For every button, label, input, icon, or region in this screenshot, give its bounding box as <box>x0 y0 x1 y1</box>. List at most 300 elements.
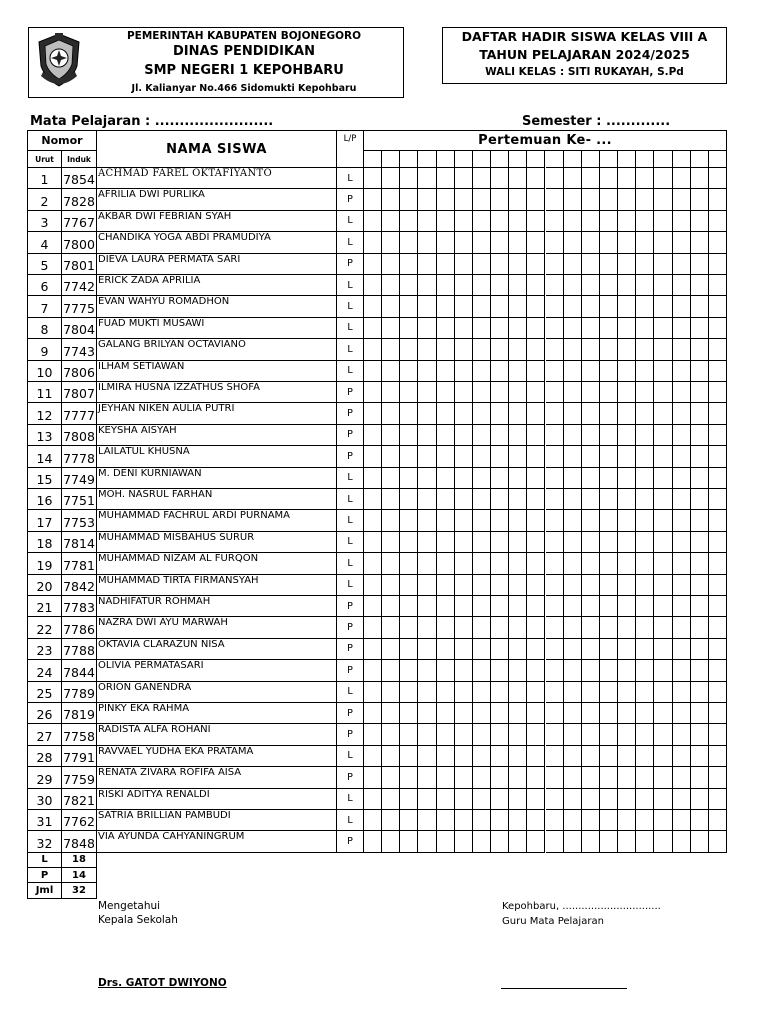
attendance-cell <box>473 168 491 189</box>
attendance-cell <box>582 296 600 317</box>
attendance-cell <box>636 232 654 253</box>
attendance-cell <box>418 532 436 553</box>
attendance-cell <box>418 168 436 189</box>
attendance-cell <box>400 361 418 382</box>
attendance-cell <box>618 211 636 232</box>
student-gender: P <box>337 617 364 638</box>
attendance-cell <box>437 532 455 553</box>
attendance-cell <box>691 596 709 617</box>
attendance-cell <box>437 468 455 489</box>
attendance-cell <box>455 168 473 189</box>
student-name: MUHAMMAD FACHRUL ARDI PURNAMA <box>97 510 337 531</box>
attendance-cell <box>691 510 709 531</box>
attendance-cell <box>509 532 527 553</box>
attendance-cell <box>509 575 527 596</box>
attendance-cell <box>709 403 727 424</box>
attendance-cell <box>618 789 636 810</box>
attendance-cell <box>673 232 691 253</box>
government-name: PEMERINTAH KABUPATEN BOJONEGORO <box>126 30 362 42</box>
attendance-cell <box>636 810 654 831</box>
attendance-cell <box>546 468 564 489</box>
attendance-cell <box>437 339 455 360</box>
attendance-cell <box>691 232 709 253</box>
meeting-header-cell <box>618 151 636 168</box>
attendance-cell <box>709 211 727 232</box>
attendance-cell <box>455 703 473 724</box>
attendance-cell <box>582 168 600 189</box>
attendance-cell <box>600 810 618 831</box>
student-induk: 7783 <box>62 596 97 617</box>
attendance-cell <box>546 532 564 553</box>
attendance-cell <box>418 703 436 724</box>
attendance-cell <box>455 339 473 360</box>
attendance-cell <box>491 789 509 810</box>
attendance-cell <box>400 575 418 596</box>
attendance-cell <box>709 746 727 767</box>
row-number: 14 <box>28 446 62 467</box>
attendance-cell <box>364 275 382 296</box>
student-name: NAZRA DWI AYU MARWAH <box>97 617 337 638</box>
attendance-cell <box>636 296 654 317</box>
attendance-cell <box>582 339 600 360</box>
student-gender: L <box>337 275 364 296</box>
attendance-cell <box>582 831 600 852</box>
attendance-cell <box>527 275 545 296</box>
student-induk: 7854 <box>62 168 97 189</box>
attendance-cell <box>636 403 654 424</box>
summary-value: 14 <box>62 868 97 883</box>
row-number: 8 <box>28 318 62 339</box>
meeting-header-cell <box>600 151 618 168</box>
attendance-cell <box>654 510 672 531</box>
attendance-cell <box>546 810 564 831</box>
row-number: 21 <box>28 596 62 617</box>
attendance-cell <box>437 660 455 681</box>
attendance-cell <box>600 446 618 467</box>
attendance-cell <box>709 553 727 574</box>
attendance-cell <box>654 596 672 617</box>
attendance-cell <box>546 446 564 467</box>
student-gender: L <box>337 575 364 596</box>
attendance-cell <box>709 446 727 467</box>
meeting-header-cell <box>400 151 418 168</box>
attendance-cell <box>527 510 545 531</box>
document-title-box <box>442 27 727 84</box>
attendance-cell <box>509 211 527 232</box>
attendance-cell <box>491 232 509 253</box>
attendance-cell <box>582 254 600 275</box>
row-number: 27 <box>28 724 62 745</box>
attendance-cell <box>509 168 527 189</box>
attendance-cell <box>527 168 545 189</box>
attendance-cell <box>564 724 582 745</box>
student-induk: 7788 <box>62 639 97 660</box>
attendance-cell <box>364 296 382 317</box>
student-gender: P <box>337 639 364 660</box>
attendance-cell <box>400 339 418 360</box>
attendance-cell <box>382 703 400 724</box>
attendance-cell <box>400 724 418 745</box>
attendance-cell <box>636 446 654 467</box>
attendance-cell <box>455 682 473 703</box>
attendance-cell <box>382 575 400 596</box>
attendance-cell <box>418 425 436 446</box>
attendance-cell <box>437 575 455 596</box>
attendance-cell <box>400 468 418 489</box>
attendance-cell <box>473 296 491 317</box>
attendance-cell <box>654 767 672 788</box>
attendance-cell <box>491 361 509 382</box>
attendance-cell <box>673 510 691 531</box>
row-number: 22 <box>28 617 62 638</box>
attendance-cell <box>455 189 473 210</box>
attendance-cell <box>600 168 618 189</box>
attendance-cell <box>654 189 672 210</box>
attendance-cell <box>546 553 564 574</box>
attendance-cell <box>418 831 436 852</box>
attendance-cell <box>618 425 636 446</box>
attendance-cell <box>491 275 509 296</box>
student-name: MUHAMMAD TIRTA FIRMANSYAH <box>97 575 337 596</box>
student-name: CHANDIKA YOGA ABDI PRAMUDIYA <box>97 232 337 253</box>
attendance-cell <box>546 275 564 296</box>
attendance-cell <box>600 189 618 210</box>
attendance-cell <box>364 724 382 745</box>
attendance-cell <box>636 361 654 382</box>
student-induk: 7800 <box>62 232 97 253</box>
attendance-cell <box>437 746 455 767</box>
attendance-cell <box>509 682 527 703</box>
attendance-cell <box>473 361 491 382</box>
student-gender: P <box>337 254 364 275</box>
attendance-cell <box>455 318 473 339</box>
attendance-cell <box>455 254 473 275</box>
student-gender: L <box>337 489 364 510</box>
attendance-cell <box>491 425 509 446</box>
attendance-cell <box>491 468 509 489</box>
row-number: 31 <box>28 810 62 831</box>
attendance-cell <box>600 746 618 767</box>
student-gender: P <box>337 446 364 467</box>
attendance-cell <box>455 553 473 574</box>
attendance-cell <box>400 254 418 275</box>
attendance-cell <box>564 703 582 724</box>
attendance-cell <box>400 318 418 339</box>
attendance-cell <box>709 489 727 510</box>
student-gender: L <box>337 361 364 382</box>
attendance-cell <box>582 510 600 531</box>
student-gender: P <box>337 425 364 446</box>
attendance-cell <box>582 617 600 638</box>
attendance-cell <box>509 639 527 660</box>
attendance-cell <box>473 810 491 831</box>
attendance-cell <box>509 746 527 767</box>
row-number: 30 <box>28 789 62 810</box>
attendance-cell <box>600 831 618 852</box>
attendance-cell <box>546 510 564 531</box>
attendance-cell <box>364 831 382 852</box>
attendance-cell <box>600 660 618 681</box>
attendance-cell <box>582 639 600 660</box>
student-name: GALANG BRILYAN OCTAVIANO <box>97 339 337 360</box>
attendance-cell <box>509 596 527 617</box>
attendance-cell <box>364 553 382 574</box>
attendance-cell <box>709 810 727 831</box>
attendance-cell <box>418 489 436 510</box>
attendance-cell <box>400 275 418 296</box>
student-name: VIA AYUNDA CAHYANINGRUM <box>97 831 337 852</box>
attendance-cell <box>509 232 527 253</box>
attendance-cell <box>654 446 672 467</box>
row-number: 24 <box>28 660 62 681</box>
attendance-cell <box>473 339 491 360</box>
attendance-cell <box>636 617 654 638</box>
attendance-cell <box>654 361 672 382</box>
attendance-cell <box>473 189 491 210</box>
attendance-cell <box>418 254 436 275</box>
attendance-cell <box>382 810 400 831</box>
attendance-cell <box>618 510 636 531</box>
row-number: 11 <box>28 382 62 403</box>
attendance-cell <box>491 211 509 232</box>
attendance-cell <box>582 810 600 831</box>
attendance-cell <box>636 425 654 446</box>
row-number: 20 <box>28 575 62 596</box>
attendance-cell <box>654 682 672 703</box>
attendance-cell <box>418 746 436 767</box>
attendance-cell <box>564 361 582 382</box>
attendance-cell <box>564 810 582 831</box>
attendance-cell <box>618 403 636 424</box>
attendance-cell <box>455 468 473 489</box>
student-induk: 7789 <box>62 682 97 703</box>
attendance-cell <box>618 232 636 253</box>
attendance-cell <box>618 617 636 638</box>
student-induk: 7808 <box>62 425 97 446</box>
attendance-cell <box>455 211 473 232</box>
meeting-header-cell <box>582 151 600 168</box>
student-gender: P <box>337 703 364 724</box>
attendance-cell <box>491 403 509 424</box>
attendance-cell <box>364 596 382 617</box>
attendance-cell <box>709 296 727 317</box>
student-name: ILHAM SETIAWAN <box>97 361 337 382</box>
attendance-cell <box>382 724 400 745</box>
attendance-cell <box>546 575 564 596</box>
row-number: 1 <box>28 168 62 189</box>
attendance-cell <box>546 296 564 317</box>
attendance-cell <box>527 339 545 360</box>
attendance-cell <box>673 767 691 788</box>
attendance-cell <box>691 724 709 745</box>
attendance-cell <box>691 532 709 553</box>
attendance-cell <box>582 403 600 424</box>
attendance-cell <box>418 617 436 638</box>
attendance-cell <box>473 254 491 275</box>
attendance-cell <box>382 403 400 424</box>
attendance-cell <box>364 425 382 446</box>
academic-year: TAHUN PELAJARAN 2024/2025 <box>479 47 690 62</box>
attendance-cell <box>382 446 400 467</box>
attendance-cell <box>582 553 600 574</box>
attendance-cell <box>709 703 727 724</box>
attendance-cell <box>709 724 727 745</box>
meeting-header-cell <box>473 151 491 168</box>
attendance-cell <box>455 617 473 638</box>
meeting-header-cell <box>364 151 382 168</box>
attendance-cell <box>382 318 400 339</box>
attendance-cell <box>564 767 582 788</box>
attendance-cell <box>709 596 727 617</box>
student-name: NADHIFATUR ROHMAH <box>97 596 337 617</box>
attendance-cell <box>491 296 509 317</box>
attendance-cell <box>382 660 400 681</box>
attendance-cell <box>582 232 600 253</box>
attendance-cell <box>654 746 672 767</box>
attendance-cell <box>437 489 455 510</box>
summary-label: L <box>28 853 62 868</box>
attendance-cell <box>527 532 545 553</box>
attendance-cell <box>709 339 727 360</box>
attendance-cell <box>400 596 418 617</box>
attendance-cell <box>673 682 691 703</box>
attendance-cell <box>382 682 400 703</box>
attendance-cell <box>382 532 400 553</box>
attendance-cell <box>546 703 564 724</box>
bojonegoro-regency-emblem-icon <box>35 32 83 88</box>
attendance-cell <box>400 553 418 574</box>
attendance-cell <box>509 425 527 446</box>
attendance-cell <box>491 596 509 617</box>
attendance-cell <box>636 767 654 788</box>
attendance-cell <box>527 746 545 767</box>
attendance-cell <box>636 746 654 767</box>
attendance-cell <box>618 275 636 296</box>
attendance-cell <box>654 660 672 681</box>
attendance-cell <box>564 318 582 339</box>
attendance-cell <box>473 382 491 403</box>
attendance-cell <box>364 318 382 339</box>
attendance-cell <box>364 211 382 232</box>
attendance-cell <box>564 232 582 253</box>
attendance-cell <box>709 468 727 489</box>
attendance-cell <box>564 532 582 553</box>
row-number: 19 <box>28 553 62 574</box>
attendance-cell <box>600 275 618 296</box>
attendance-cell <box>546 168 564 189</box>
attendance-cell <box>546 831 564 852</box>
student-gender: L <box>337 339 364 360</box>
attendance-cell <box>455 361 473 382</box>
attendance-cell <box>564 403 582 424</box>
attendance-cell <box>491 831 509 852</box>
attendance-cell <box>673 168 691 189</box>
row-number: 17 <box>28 510 62 531</box>
attendance-cell <box>382 489 400 510</box>
attendance-cell <box>618 168 636 189</box>
meeting-header-cell <box>437 151 455 168</box>
attendance-cell <box>527 318 545 339</box>
attendance-cell <box>455 296 473 317</box>
header-lp: L/P <box>337 131 364 168</box>
attendance-cell <box>364 682 382 703</box>
attendance-cell <box>564 575 582 596</box>
student-gender: L <box>337 789 364 810</box>
attendance-cell <box>673 553 691 574</box>
attendance-cell <box>473 275 491 296</box>
attendance-cell <box>618 318 636 339</box>
attendance-cell <box>364 446 382 467</box>
attendance-cell <box>491 724 509 745</box>
place-date-label: Kepohbaru, ............................... <box>502 901 661 912</box>
attendance-cell <box>491 339 509 360</box>
attendance-cell <box>654 532 672 553</box>
attendance-cell <box>491 318 509 339</box>
attendance-cell <box>673 254 691 275</box>
attendance-cell <box>527 724 545 745</box>
attendance-cell <box>636 489 654 510</box>
attendance-cell <box>509 296 527 317</box>
attendance-cell <box>654 211 672 232</box>
attendance-cell <box>582 682 600 703</box>
attendance-cell <box>654 232 672 253</box>
row-number: 10 <box>28 361 62 382</box>
student-gender: L <box>337 296 364 317</box>
attendance-cell <box>636 168 654 189</box>
attendance-cell <box>546 318 564 339</box>
attendance-cell <box>564 596 582 617</box>
attendance-cell <box>600 403 618 424</box>
student-gender: L <box>337 211 364 232</box>
attendance-cell <box>564 339 582 360</box>
student-name: ILMIRA HUSNA IZZATHUS SHOFA <box>97 382 337 403</box>
attendance-cell <box>582 703 600 724</box>
attendance-cell <box>400 510 418 531</box>
student-induk: 7814 <box>62 532 97 553</box>
attendance-cell <box>564 382 582 403</box>
attendance-cell <box>564 553 582 574</box>
row-number: 23 <box>28 639 62 660</box>
student-gender: P <box>337 660 364 681</box>
student-gender: P <box>337 724 364 745</box>
attendance-cell <box>418 575 436 596</box>
attendance-cell <box>364 810 382 831</box>
attendance-cell <box>418 296 436 317</box>
attendance-cell <box>437 553 455 574</box>
meeting-header-cell <box>527 151 545 168</box>
attendance-cell <box>618 468 636 489</box>
attendance-cell <box>564 746 582 767</box>
attendance-cell <box>437 168 455 189</box>
attendance-cell <box>564 510 582 531</box>
attendance-cell <box>382 296 400 317</box>
student-induk: 7848 <box>62 831 97 852</box>
attendance-cell <box>509 489 527 510</box>
attendance-cell <box>418 382 436 403</box>
attendance-cell <box>382 168 400 189</box>
attendance-cell <box>527 425 545 446</box>
attendance-cell <box>546 403 564 424</box>
attendance-cell <box>618 489 636 510</box>
attendance-cell <box>582 468 600 489</box>
attendance-cell <box>600 211 618 232</box>
row-number: 29 <box>28 767 62 788</box>
attendance-cell <box>709 275 727 296</box>
attendance-cell <box>437 682 455 703</box>
attendance-cell <box>400 746 418 767</box>
attendance-cell <box>546 361 564 382</box>
attendance-cell <box>546 746 564 767</box>
